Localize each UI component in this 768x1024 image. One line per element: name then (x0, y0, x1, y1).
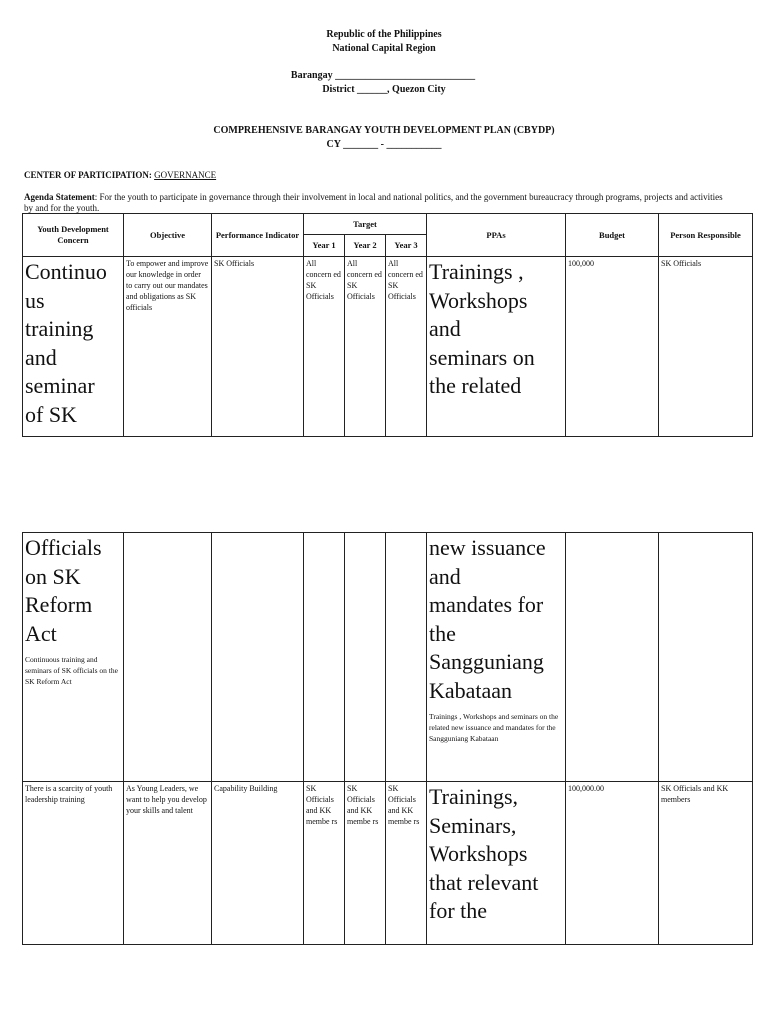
ppas-line: seminars on (429, 344, 535, 370)
concern-cell (23, 533, 124, 782)
ppas-line: the (429, 620, 456, 646)
budget-cell (566, 533, 659, 782)
ppas-line: that relevant (429, 869, 539, 895)
plan-table-1 (22, 213, 753, 437)
objective-cell: To empower and improve our knowledge in order to carry out our mandates and obligations as SK officials (124, 257, 212, 437)
header-barangay: Barangay ____________________________ (290, 70, 476, 81)
center-value: GOVERNANCE (154, 170, 217, 180)
concern-line: seminar (25, 373, 95, 399)
year3-cell (386, 533, 427, 782)
ppas-line: Kabataan (429, 677, 513, 703)
ppas-line: for the (429, 898, 488, 923)
col-header-year2: Year 2 (345, 235, 386, 257)
col-header-target: Target (304, 214, 427, 235)
center-of-participation (24, 170, 216, 181)
ppas-line: Workshops (429, 287, 528, 313)
ppas-line: the related (429, 373, 522, 399)
objective-cell (124, 533, 212, 782)
ppas-line: Seminars, (429, 812, 517, 838)
concern-line: and (25, 344, 57, 370)
concern-line: on SK (25, 563, 81, 589)
year1-cell: SK Officials and KK membe rs (304, 782, 345, 945)
year1-cell: All concern ed SK Officials (304, 257, 345, 437)
concern-summary: Continuous training and seminars of SK officials on the SK Reform Act (25, 655, 118, 686)
agenda-statement (24, 192, 724, 214)
ppas-line: Workshops (429, 841, 528, 866)
budget-cell: 100,000 (566, 257, 659, 437)
calendar-year: CY _______ - ___________ (326, 139, 442, 150)
col-header-year3: Year 3 (386, 235, 427, 257)
ppas-line: Sangguniang (429, 649, 544, 674)
agenda-label: Agenda Statement (24, 192, 95, 202)
concern-line: Continuo (25, 259, 107, 285)
concern-line: Act (25, 620, 57, 646)
concern-line: Officials (25, 535, 102, 560)
header-region: National Capital Region (332, 43, 436, 54)
table-row (23, 782, 753, 945)
col-header-budget: Budget (566, 214, 659, 257)
ppas-line: Trainings, (429, 784, 519, 809)
ppas-line: and (429, 316, 461, 342)
person-cell (659, 533, 753, 782)
ppas-line: and (429, 563, 461, 589)
ppas-cell (427, 782, 566, 945)
ppas-line: mandates for (429, 592, 544, 617)
concern-cell: There is a scarcity of youth leadership training (23, 782, 124, 945)
center-label: CENTER OF PARTICIPATION: (24, 170, 155, 180)
year2-cell (345, 533, 386, 782)
objective-cell: As Young Leaders, we want to help you develop your skills and talent (124, 782, 212, 945)
year2-cell: All concern ed SK Officials (345, 257, 386, 437)
col-header-objective: Objective (124, 214, 212, 257)
indicator-cell: Capability Building (212, 782, 304, 945)
col-header-year1: Year 1 (304, 235, 345, 257)
concern-line: Reform (25, 592, 93, 617)
col-header-person: Person Responsible (659, 214, 753, 257)
table-row (23, 533, 753, 782)
col-header-indicator: Performance Indicator (212, 214, 304, 257)
concern-line: of SK (25, 401, 77, 427)
person-cell: SK Officials and KK members (659, 782, 753, 945)
concern-line: us (25, 287, 45, 313)
concern-cell (23, 257, 124, 437)
agenda-text: : For the youth to participate in governance through their involvement in local and national politics, and the government bureaucracy through programs, projects and activities by and for the youth. (24, 192, 723, 213)
concern-line: training (25, 316, 94, 342)
budget-cell: 100,000.00 (566, 782, 659, 945)
year2-cell: SK Officials and KK membe rs (345, 782, 386, 945)
person-cell: SK Officials (659, 257, 753, 437)
year3-cell: All concern ed SK Officials (386, 257, 427, 437)
plan-table-2 (22, 532, 753, 945)
ppas-summary: Trainings , Workshops and seminars on the related new issuance and mandates for the Sangguniang Kabataan (429, 712, 559, 743)
document-title: COMPREHENSIVE BARANGAY YOUTH DEVELOPMENT PLAN (CBYDP) (213, 125, 555, 136)
year1-cell (304, 533, 345, 782)
col-header-concern: Youth Development Concern (23, 214, 124, 257)
ppas-cell (427, 257, 566, 437)
ppas-line: Trainings , (429, 259, 524, 285)
col-header-ppas: PPAs (427, 214, 566, 257)
table-row (23, 257, 753, 437)
indicator-cell (212, 533, 304, 782)
header-district: District ______, Quezon City (322, 84, 446, 95)
header-republic: Republic of the Philippines (326, 29, 442, 40)
ppas-line: new issuance (429, 535, 546, 560)
indicator-cell: SK Officials (212, 257, 304, 437)
ppas-cell (427, 533, 566, 782)
year3-cell: SK Officials and KK membe rs (386, 782, 427, 945)
